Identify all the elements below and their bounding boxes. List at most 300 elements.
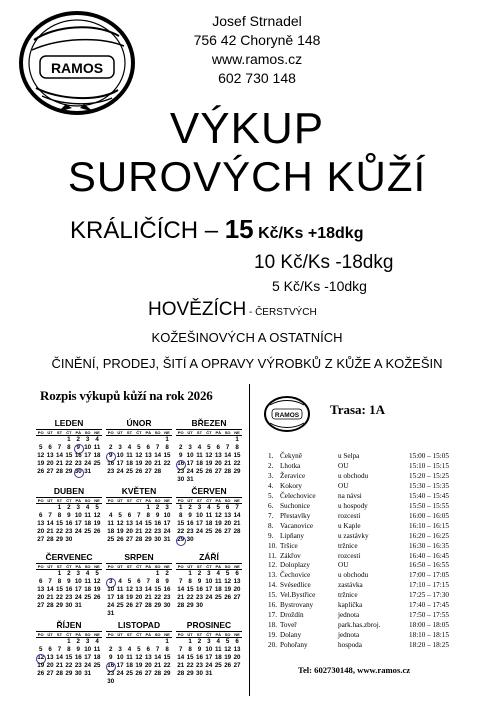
day: 28 — [154, 670, 162, 677]
weekday-label: SO — [84, 632, 91, 637]
month-1 — [36, 418, 102, 476]
day: 9 — [155, 512, 160, 519]
day-empty — [134, 436, 143, 444]
collection-day: 12 — [37, 654, 45, 661]
weekday-label: NE — [234, 632, 240, 637]
day: 3 — [76, 504, 80, 511]
stop-place: Vacanovice — [280, 521, 314, 530]
stop-time: 15:30 – 15:35 — [409, 481, 449, 490]
weekday-label: ST — [126, 430, 133, 435]
day: 5 — [225, 638, 230, 645]
day: 28 — [224, 468, 232, 475]
month-name: LISTOPAD — [117, 620, 161, 630]
day: 21 — [177, 662, 185, 669]
day: 7 — [137, 512, 141, 519]
day: 18 — [107, 528, 115, 535]
month-name: DUBEN — [53, 486, 85, 496]
day: 2 — [108, 646, 113, 653]
day: 28 — [177, 602, 185, 609]
route-stop — [268, 452, 482, 462]
day: 2 — [67, 570, 71, 577]
route-stop — [268, 581, 482, 591]
day: 30 — [65, 602, 73, 609]
weekday-label: NE — [164, 564, 170, 569]
day: 7 — [155, 646, 160, 653]
day: 13 — [233, 646, 241, 653]
day: 22 — [65, 662, 73, 669]
stop-place: Zákřov — [280, 551, 301, 560]
day: 27 — [126, 536, 133, 543]
day: 17 — [205, 654, 213, 661]
day: 10 — [84, 646, 92, 653]
stop-place: Lhotka — [280, 461, 301, 470]
route-stop — [268, 641, 482, 651]
day: 15 — [56, 520, 63, 527]
day: 6 — [235, 570, 239, 577]
day: 18 — [93, 654, 101, 661]
day: 27 — [37, 602, 45, 609]
day: 27 — [233, 662, 241, 669]
month-5 — [106, 486, 172, 544]
day-grid — [106, 638, 172, 686]
day: 13 — [37, 586, 45, 593]
stop-place: Čekyně — [280, 452, 302, 460]
day: 2 — [67, 504, 71, 511]
day: 10 — [205, 646, 213, 653]
stop-spot: u Kaple — [338, 521, 361, 530]
day: 4 — [127, 646, 132, 653]
route-stop — [268, 601, 482, 611]
weekday-label: ST — [196, 632, 203, 637]
weekday-label: ÚT — [47, 498, 53, 503]
day: 2 — [155, 504, 160, 511]
stop-spot: hospoda — [338, 641, 362, 650]
day: 26 — [126, 602, 133, 609]
weekday-header — [176, 563, 242, 570]
ramos-logo-small — [262, 394, 312, 434]
day: 23 — [65, 528, 73, 535]
day: 10 — [116, 654, 124, 661]
stop-time: 18:10 – 18:15 — [409, 631, 449, 640]
stop-spot: u obchodu — [338, 571, 369, 580]
weekday-label: ÚT — [187, 498, 193, 503]
day-empty — [195, 436, 204, 444]
day: 23 — [196, 662, 203, 669]
day: 12 — [126, 586, 133, 593]
day: 28 — [56, 468, 63, 475]
day: 31 — [186, 476, 194, 483]
stop-place: Vel.Bystřice — [280, 591, 316, 600]
weekday-label: ÚT — [187, 632, 193, 637]
day: 21 — [144, 594, 152, 601]
day: 6 — [48, 646, 52, 653]
route-stop — [268, 621, 482, 631]
stop-time: 18:00 – 18:05 — [409, 621, 449, 630]
day: 21 — [154, 460, 162, 467]
stop-spot: OU — [338, 561, 349, 570]
month-4 — [36, 486, 102, 544]
day: 19 — [93, 520, 101, 527]
weekday-label: NE — [234, 498, 240, 503]
day: 24 — [163, 528, 171, 535]
route-stop — [268, 611, 482, 621]
day: 18 — [126, 460, 133, 467]
route-stop — [268, 552, 482, 562]
day: 24 — [74, 594, 82, 601]
day: 27 — [144, 670, 152, 677]
day: 29 — [65, 468, 73, 475]
weekday-label: PO — [177, 564, 184, 569]
rabbit-label: KRÁLIČÍCH – — [70, 217, 225, 244]
day: 25 — [196, 468, 203, 475]
weekday-label: PO — [107, 564, 114, 569]
weekday-label: ČT — [66, 498, 72, 503]
day: 16 — [154, 520, 162, 527]
weekday-label: NE — [94, 632, 100, 637]
stop-number: 1. — [268, 452, 274, 460]
stop-spot: OU — [338, 461, 349, 470]
day: 13 — [224, 512, 232, 519]
weekday-header — [36, 563, 102, 570]
stop-place: Lipňany — [280, 531, 304, 540]
day: 4 — [95, 638, 99, 645]
day-empty — [214, 436, 223, 444]
month-2 — [106, 418, 172, 476]
day: 7 — [225, 444, 230, 451]
day: 4 — [197, 444, 202, 451]
price-5-text: 5 Kč/Ks -10dkg — [272, 278, 367, 294]
day: 16 — [107, 460, 115, 467]
year-calendar — [36, 418, 244, 688]
day: 19 — [135, 662, 143, 669]
day: 4 — [127, 444, 132, 451]
day: 14 — [177, 586, 185, 593]
month-6 — [176, 486, 242, 544]
month-name: ÚNOR — [126, 418, 152, 428]
day: 25 — [126, 670, 133, 677]
day: 22 — [186, 662, 194, 669]
day: 9 — [67, 512, 71, 519]
day-empty — [185, 436, 194, 444]
weekday-header — [36, 429, 102, 436]
day: 1 — [178, 504, 183, 511]
day: 7 — [57, 646, 62, 653]
route-stop — [268, 542, 482, 552]
day: 11 — [196, 452, 203, 459]
day: 21 — [46, 594, 54, 601]
day: 10 — [186, 452, 194, 459]
stop-spot: rozcestí — [338, 551, 361, 560]
route-stop — [268, 512, 482, 522]
weekday-label: SO — [154, 632, 161, 637]
day: 16 — [65, 586, 73, 593]
day: 23 — [163, 594, 171, 601]
contact-block — [172, 12, 342, 88]
day: 26 — [205, 468, 213, 475]
day: 15 — [186, 654, 194, 661]
day: 4 — [108, 512, 113, 519]
day: 5 — [137, 444, 141, 451]
day: 15 — [154, 586, 162, 593]
day: 18 — [214, 654, 222, 661]
day: 15 — [65, 452, 73, 459]
day: 14 — [46, 520, 54, 527]
day: 19 — [205, 460, 213, 467]
day: 30 — [107, 678, 115, 685]
route-stop — [268, 561, 482, 571]
day: 27 — [46, 468, 54, 475]
day: 29 — [144, 536, 152, 543]
day: 1 — [57, 570, 62, 577]
weekday-label: ST — [126, 498, 133, 503]
day: 11 — [84, 578, 91, 585]
day: 31 — [84, 468, 92, 475]
day-grid — [36, 570, 102, 610]
day: 5 — [118, 512, 122, 519]
day: 7 — [178, 578, 183, 585]
day: 3 — [207, 570, 211, 577]
weekday-label: ST — [56, 632, 63, 637]
route-stop — [268, 492, 482, 502]
route-stop — [268, 462, 482, 472]
weekday-header — [36, 497, 102, 504]
day: 25 — [84, 528, 92, 535]
day: 8 — [165, 444, 169, 451]
day: 9 — [197, 578, 202, 585]
month-name: ŘÍJEN — [56, 620, 82, 630]
day: 11 — [84, 512, 91, 519]
day-empty — [106, 436, 115, 444]
weekday-label: SO — [224, 632, 231, 637]
weekday-label: PO — [37, 564, 44, 569]
day: 24 — [74, 528, 82, 535]
day: 8 — [178, 512, 183, 519]
day-grid — [36, 504, 102, 544]
weekday-label: PO — [107, 632, 114, 637]
day: 23 — [154, 528, 162, 535]
day: 23 — [107, 670, 115, 677]
day: 26 — [93, 528, 101, 535]
stop-spot: jednota — [338, 631, 360, 640]
stop-spot: zastávka — [338, 581, 363, 590]
day: 23 — [74, 460, 82, 467]
weekday-header — [176, 429, 242, 436]
day: 19 — [116, 528, 124, 535]
day: 6 — [235, 638, 239, 645]
weekday-label: ČT — [136, 498, 142, 503]
weekday-label: SO — [84, 498, 91, 503]
day: 8 — [155, 578, 160, 585]
day: 6 — [137, 578, 141, 585]
weekday-header — [106, 429, 172, 436]
day: 5 — [38, 444, 43, 451]
day: 11 — [214, 578, 222, 585]
weekday-label: ÚT — [117, 498, 123, 503]
day-grid — [106, 436, 172, 476]
day: 6 — [38, 578, 43, 585]
day: 10 — [205, 578, 213, 585]
month-name: ČERVEN — [191, 486, 227, 496]
collection-day: 3 — [106, 578, 115, 586]
day: 20 — [37, 594, 45, 601]
day: 4 — [207, 504, 211, 511]
day-empty — [144, 436, 153, 444]
stop-number: 5. — [268, 491, 274, 500]
day: 3 — [165, 504, 169, 511]
weekday-label: PÁ — [145, 632, 152, 637]
day-empty — [115, 436, 124, 444]
weekday-header — [106, 497, 172, 504]
stop-time: 17:00 – 17:05 — [409, 571, 449, 580]
day: 30 — [154, 536, 162, 543]
day: 8 — [57, 512, 62, 519]
stop-place: Bystrovany — [280, 601, 314, 610]
stop-spot: park.has.zbroj. — [338, 621, 381, 630]
stop-place: Pohořany — [280, 641, 308, 650]
day: 15 — [233, 452, 241, 459]
day: 17 — [163, 520, 171, 527]
day: 19 — [93, 586, 101, 593]
stop-number: 18. — [268, 621, 277, 630]
month-10 — [36, 620, 102, 678]
weekday-label: PO — [37, 430, 44, 435]
day: 1 — [188, 638, 192, 645]
route-stop-list — [268, 452, 482, 651]
weekday-label: NE — [94, 498, 100, 503]
weekday-label: ST — [196, 430, 203, 435]
weekday-label: ČT — [66, 632, 72, 637]
stop-spot: u Selpa — [338, 452, 360, 460]
weekday-label: SO — [154, 430, 161, 435]
day: 7 — [155, 444, 160, 451]
day: 17 — [196, 520, 203, 527]
day: 18 — [205, 520, 213, 527]
day: 27 — [224, 528, 232, 535]
stop-number: 11. — [268, 551, 277, 560]
stop-place: Svésedlice — [280, 581, 311, 590]
stop-time: 17:25 – 17:30 — [409, 591, 449, 600]
month-3 — [176, 418, 242, 484]
stop-spot: rozcestí — [338, 511, 361, 520]
day: 13 — [135, 586, 143, 593]
day: 1 — [165, 638, 169, 645]
collection-day: 30 — [74, 468, 82, 475]
day: 23 — [107, 468, 115, 475]
day: 1 — [57, 504, 62, 511]
day: 17 — [84, 654, 92, 661]
weekday-label: SO — [84, 430, 91, 435]
day: 10 — [116, 452, 124, 459]
stop-place: Čechovice — [280, 571, 311, 580]
weekday-label: PÁ — [75, 498, 82, 503]
day: 3 — [118, 444, 122, 451]
weekday-label: ČT — [136, 632, 142, 637]
collection-day: 9 — [74, 444, 83, 452]
day: 20 — [214, 460, 222, 467]
day: 6 — [146, 444, 150, 451]
month-9 — [176, 552, 242, 610]
weekday-label: PO — [107, 430, 114, 435]
day-empty — [125, 504, 134, 512]
stop-time: 15:10 – 15:15 — [409, 461, 449, 470]
day: 22 — [56, 528, 63, 535]
day: 5 — [95, 570, 99, 577]
day-empty — [176, 436, 185, 444]
day-empty — [125, 436, 134, 444]
weekday-label: PÁ — [145, 430, 152, 435]
day-empty — [223, 436, 232, 444]
weekday-label: PÁ — [75, 430, 82, 435]
contact-web[interactable]: www.ramos.cz — [211, 51, 303, 67]
month-name: ČERVENEC — [45, 552, 93, 562]
day: 16 — [74, 654, 82, 661]
day: 22 — [233, 460, 241, 467]
day: 13 — [233, 578, 241, 585]
rabbit-price-rest: Kč/Ks +18dkg — [253, 225, 364, 242]
day: 24 — [205, 662, 213, 669]
day: 10 — [84, 444, 92, 451]
day: 26 — [37, 468, 45, 475]
headline-line2: SUROVÝCH KŮŽÍ — [67, 153, 427, 200]
day: 10 — [196, 512, 203, 519]
month-name: BŘEZEN — [191, 418, 227, 428]
stop-spot: tržnice — [338, 541, 358, 550]
day-empty — [115, 504, 124, 512]
route-stop — [268, 571, 482, 581]
day-empty — [106, 638, 115, 646]
day: 1 — [188, 570, 192, 577]
day: 6 — [127, 512, 132, 519]
day: 8 — [165, 646, 169, 653]
day: 29 — [163, 670, 171, 677]
day: 9 — [178, 452, 183, 459]
day: 7 — [48, 512, 52, 519]
stop-time: 15:50 – 15:55 — [409, 501, 449, 510]
day: 4 — [95, 436, 99, 443]
day: 24 — [116, 670, 124, 677]
day: 15 — [56, 586, 63, 593]
day: 24 — [186, 468, 194, 475]
stop-number: 17. — [268, 611, 277, 620]
day: 18 — [196, 460, 203, 467]
day: 6 — [146, 646, 150, 653]
day: 25 — [107, 536, 115, 543]
day: 9 — [197, 646, 202, 653]
day: 17 — [186, 460, 194, 467]
weekday-label: ÚT — [117, 564, 123, 569]
stop-number: 13. — [268, 571, 277, 580]
day: 19 — [126, 594, 133, 601]
weekday-label: ČT — [66, 430, 72, 435]
day-empty — [55, 436, 64, 444]
day: 9 — [108, 654, 113, 661]
weekday-label: PO — [177, 430, 184, 435]
weekday-label: PO — [177, 632, 184, 637]
day-empty — [134, 638, 143, 646]
day: 14 — [56, 452, 63, 459]
day: 11 — [214, 646, 222, 653]
day-empty — [45, 504, 54, 512]
day: 21 — [154, 662, 162, 669]
day: 20 — [224, 520, 232, 527]
day: 12 — [93, 578, 101, 585]
day: 14 — [233, 512, 241, 519]
day: 3 — [207, 638, 211, 645]
svg-text:RAMOS: RAMOS — [274, 412, 300, 419]
stop-time: 17:40 – 17:45 — [409, 601, 449, 610]
day: 14 — [154, 654, 162, 661]
day-empty — [36, 570, 45, 578]
